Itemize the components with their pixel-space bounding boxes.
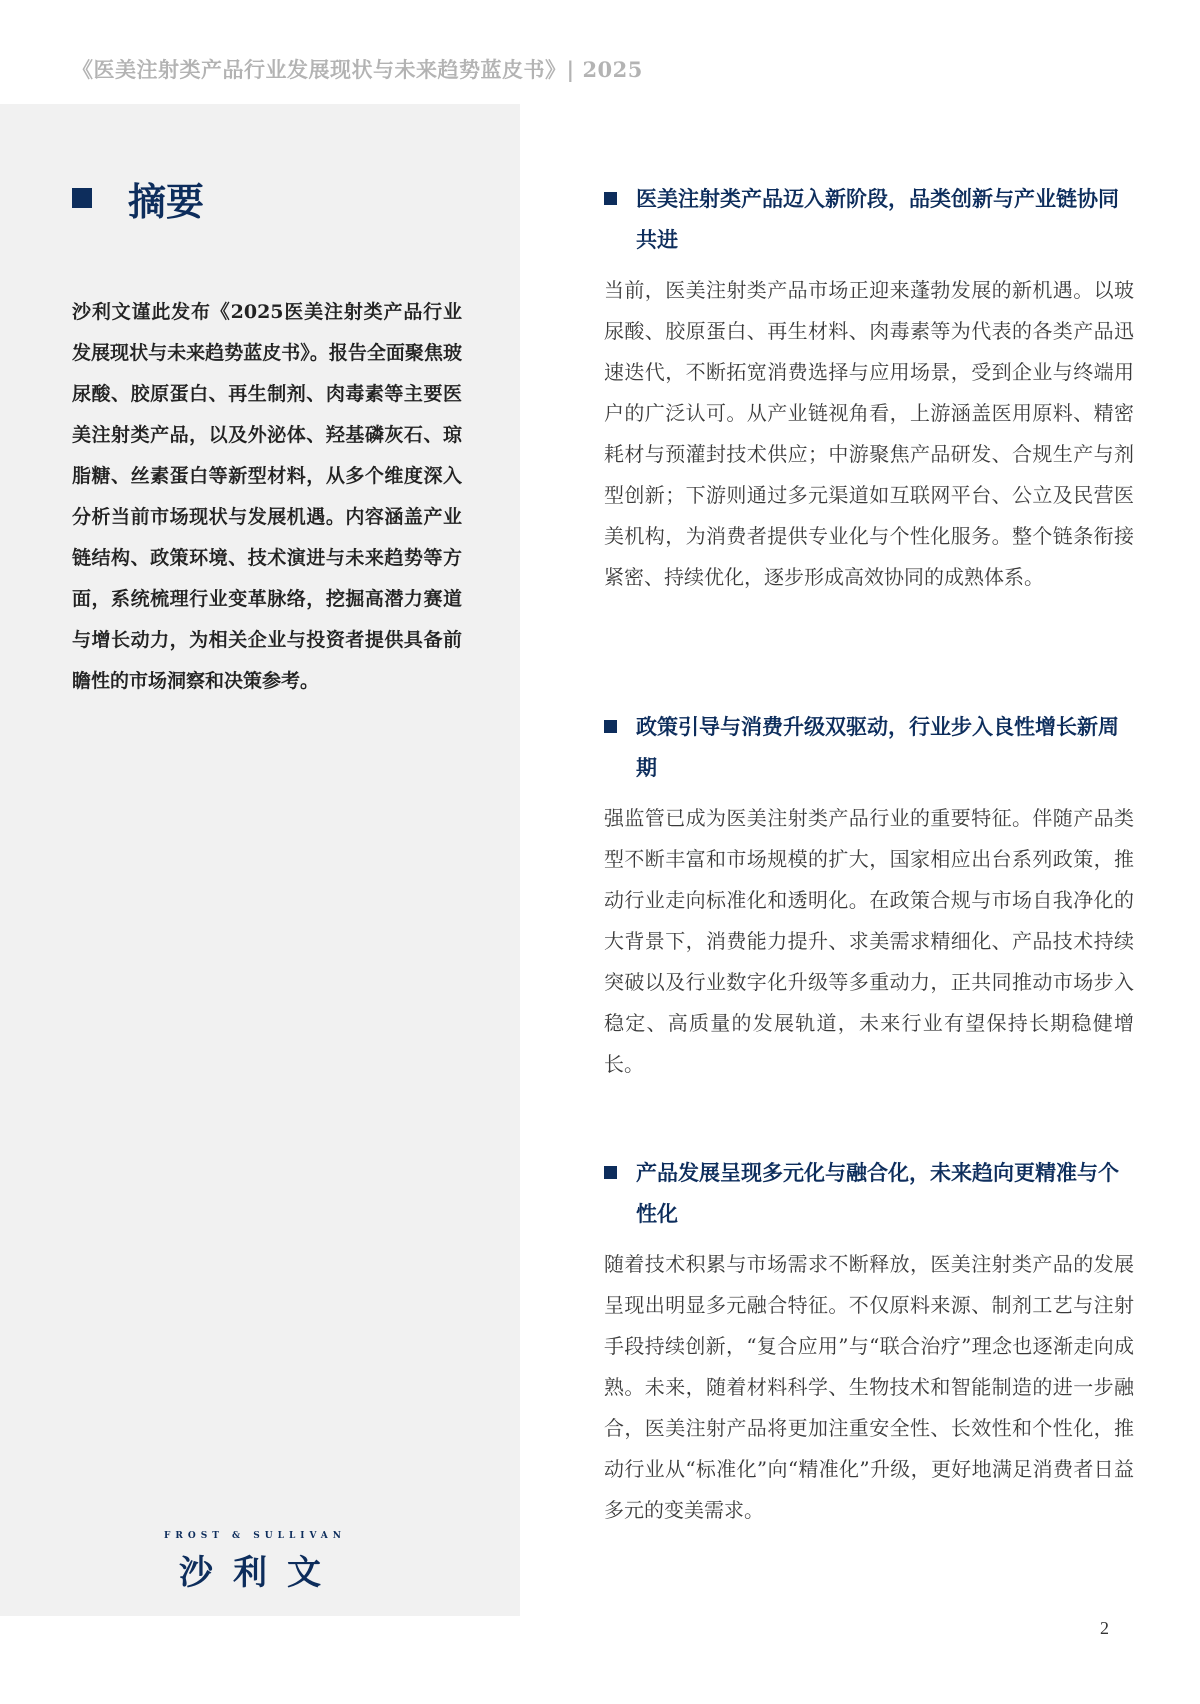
section-diversification	[604, 1152, 1134, 1531]
section-body: 强监管已成为医美注射类产品行业的重要特征。伴随产品类型不断丰富和市场规模的扩大，国家相应出台系列政策，推动行业走向标准化和透明化。在政策合规与市场自我净化的大背景下，消费能力提升、求美需求精细化、产品技术持续突破以及行业数字化升级等多重动力，正共同推动市场步入稳定、高质量的发展轨道，未来行业有望保持长期稳健增长。	[604, 806, 1134, 1076]
heading-square-icon	[604, 192, 617, 205]
page-number: 2	[1100, 1618, 1109, 1638]
frost-sullivan-logo	[155, 1531, 355, 1594]
document-header: 《医美注射类产品行业发展现状与未来趋势蓝皮书》| 2025	[72, 57, 643, 82]
heading-square-icon	[604, 1166, 617, 1179]
section-new-stage	[604, 178, 1134, 598]
section-body: 随着技术积累与市场需求不断释放，医美注射类产品的发展呈现出明显多元融合特征。不仅原料来源、制剂工艺与注射手段持续创新，“复合应用”与“联合治疗”理念也逐渐走向成熟。未来，随着材料科学、生物技术和智能制造的进一步融合，医美注射产品将更加注重安全性、长效性和个性化，推动行业从“标准化”向“精准化”升级，更好地满足消费者日益多元的变美需求。	[604, 1252, 1134, 1522]
section-heading-text: 产品发展呈现多元化与融合化，未来趋向更精准与个性化	[636, 1160, 1119, 1226]
section-heading	[604, 1152, 1134, 1234]
section-body: 当前，医美注射类产品市场正迎来蓬勃发展的新机遇。以玻尿酸、胶原蛋白、再生材料、肉毒素等为代表的各类产品迅速迭代，不断拓宽消费选择与应用场景，受到企业与终端用户的广泛认可。从产业链视角看，上游涵盖医用原料、精密耗材与预灌封技术供应；中游聚焦产品研发、合规生产与剂型创新；下游则通过多元渠道如互联网平台、公立及民营医美机构，为消费者提供专业化与个性化服务。整个链条衔接紧密、持续优化，逐步形成高效协同的成熟体系。	[604, 278, 1134, 589]
section-heading	[604, 706, 1134, 788]
summary-body: 沙利文谨此发布《2025医美注射类产品行业发展现状与未来趋势蓝皮书》。报告全面聚焦玻尿酸、胶原蛋白、再生制剂、肉毒素等主要医美注射类产品，以及外泌体、羟基磷灰石、琼脂糖、丝素蛋白等新型材料，从多个维度深入分析当前市场现状与发展机遇。内容涵盖产业链结构、政策环境、技术演进与未来趋势等方面，系统梳理行业变革脉络，挖掘高潜力赛道与增长动力，为相关企业与投资者提供具备前瞻性的市场洞察和决策参考。	[72, 301, 462, 692]
section-heading-text: 医美注射类产品迈入新阶段，品类创新与产业链协同共进	[636, 186, 1119, 252]
summary-title: 摘要	[128, 178, 205, 224]
summary-heading	[72, 172, 204, 224]
section-heading-text: 政策引导与消费升级双驱动，行业步入良性增长新周期	[636, 714, 1119, 780]
logo-chinese-text: 沙利文	[179, 1553, 341, 1593]
section-policy-drive	[604, 706, 1134, 1085]
section-heading	[604, 178, 1134, 260]
heading-square-icon	[604, 720, 617, 733]
logo-english-text: FROST & SULLIVAN	[163, 1531, 346, 1541]
heading-square-icon	[72, 188, 92, 208]
